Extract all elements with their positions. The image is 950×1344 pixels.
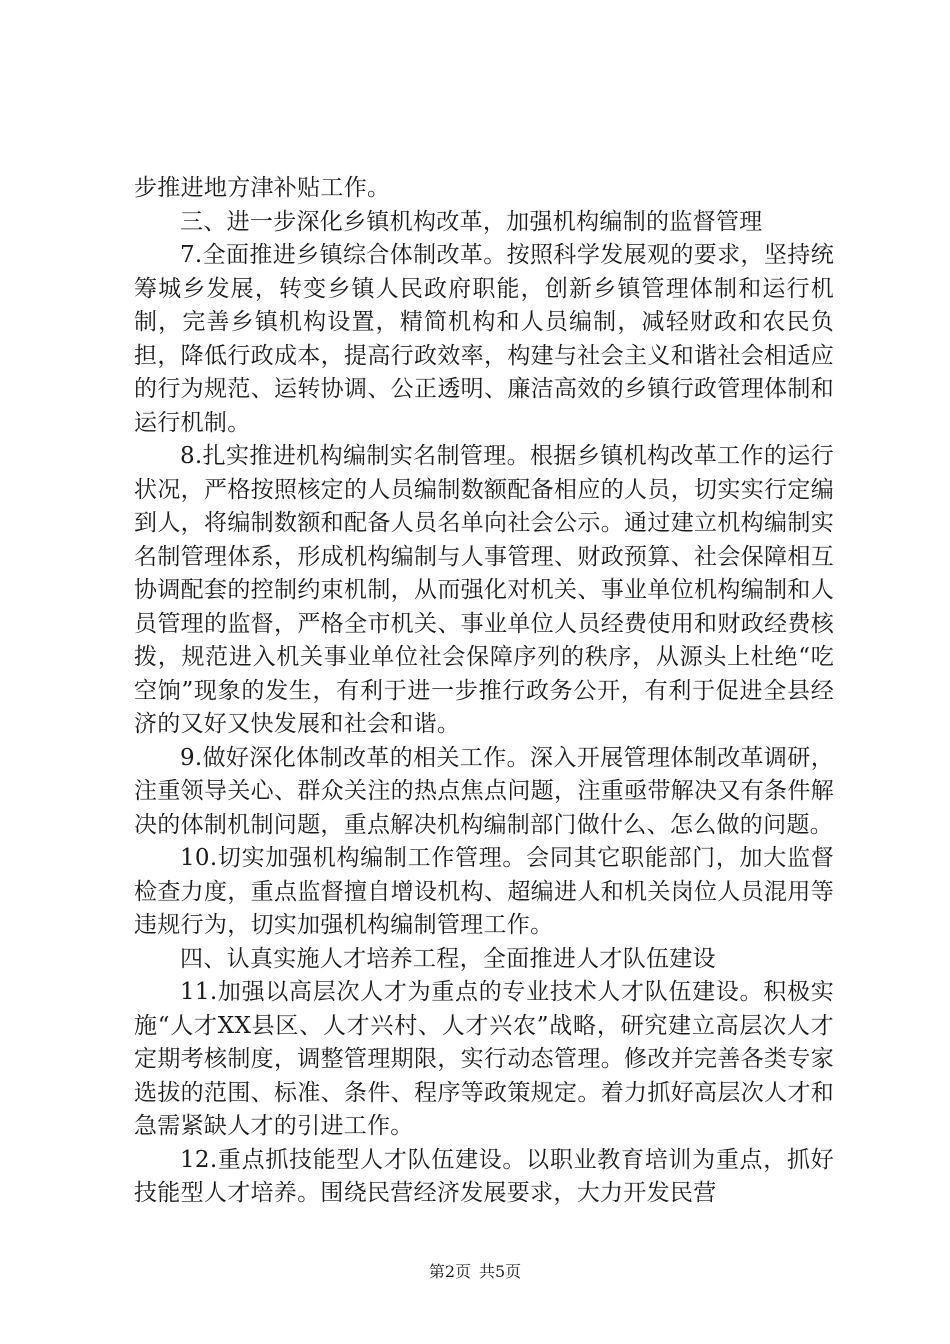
paragraph-item-7: 7.全面推进乡镇综合体制改革。按照科学发展观的要求，坚持统筹城乡发展，转变乡镇人民政府职能，创新乡镇管理体制和运行机制，完善乡镇机构设置，精简机构和人员编制，减轻财政和农民负担，降低行政成本，提高行政效率，构建与社会主义和谐社会相适应的行为规范、运转协调、公正透明、廉洁高效的乡镇行政管理体制和运行机制。 (134, 242, 834, 436)
document-body (134, 172, 834, 1211)
section-heading-3: 三、进一步深化乡镇机构改革，加强机构编制的监督管理 (180, 208, 763, 235)
paragraph-item-12: 12.重点抓技能型人才队伍建设。以职业教育培训为重点，抓好技能型人才培养。围绕民营经济发展要求，大力开发民营 (134, 1146, 834, 1206)
page-footer (0, 1262, 950, 1282)
paragraph-item-10: 10.切实加强机构编制工作管理。会同其它职能部门，加大监督检查力度，重点监督擅自增设机构、超编进人和机关岗位人员混用等违规行为，切实加强机构编制管理工作。 (134, 845, 834, 938)
paragraph-item-9: 9.做好深化体制改革的相关工作。深入开展管理体制改革调研，注重领导关心、群众关注的热点焦点问题，注重亟带解决又有条件解决的体制机制问题，重点解决机构编制部门做什么、怎么做的问题。 (134, 744, 834, 838)
paragraph-continuation: 步推进地方津补贴工作。 (134, 175, 391, 201)
paragraph-item-8: 8.扎实推进机构编制实名制管理。根据乡镇机构改革工作的运行状况，严格按照核定的人员编制数额配备相应的人员，切实实行定编到人，将编制数额和配备人员名单向社会公示。通过建立机构编制实名制管理体系，形成机构编制与人事管理、财政预算、社会保障相互协调配套的控制约束机制，从而强化对机关、事业单位机构编制和人员管理的监督，严格全市机关、事业单位人员经费使用和财政经费核拨，规范进入机关事业单位社会保障序列的秩序，从源头上杜绝“吃空饷”现象的发生，有利于进一步推行政务公开，有利于促进全县经济的又好又快发展和社会和谐。 (134, 443, 834, 737)
section-heading-4: 四、认真实施人才培养工程，全面推进人才队伍建设 (180, 945, 716, 972)
page-number: 第2页 (428, 1262, 471, 1281)
paragraph-item-11: 11.加强以高层次人才为重点的专业技术人才队伍建设。积极实施“人才XX县区、人才兴村、人才兴农”战略，研究建立高层次人才定期考核制度，调整管理期限，实行动态管理。修改并完善各类专家选拔的范围、标准、条件、程序等政策规定。着力抓好高层次人才和急需紧缺人才的引进工作。 (134, 979, 834, 1139)
page-total: 共5页 (479, 1262, 522, 1281)
